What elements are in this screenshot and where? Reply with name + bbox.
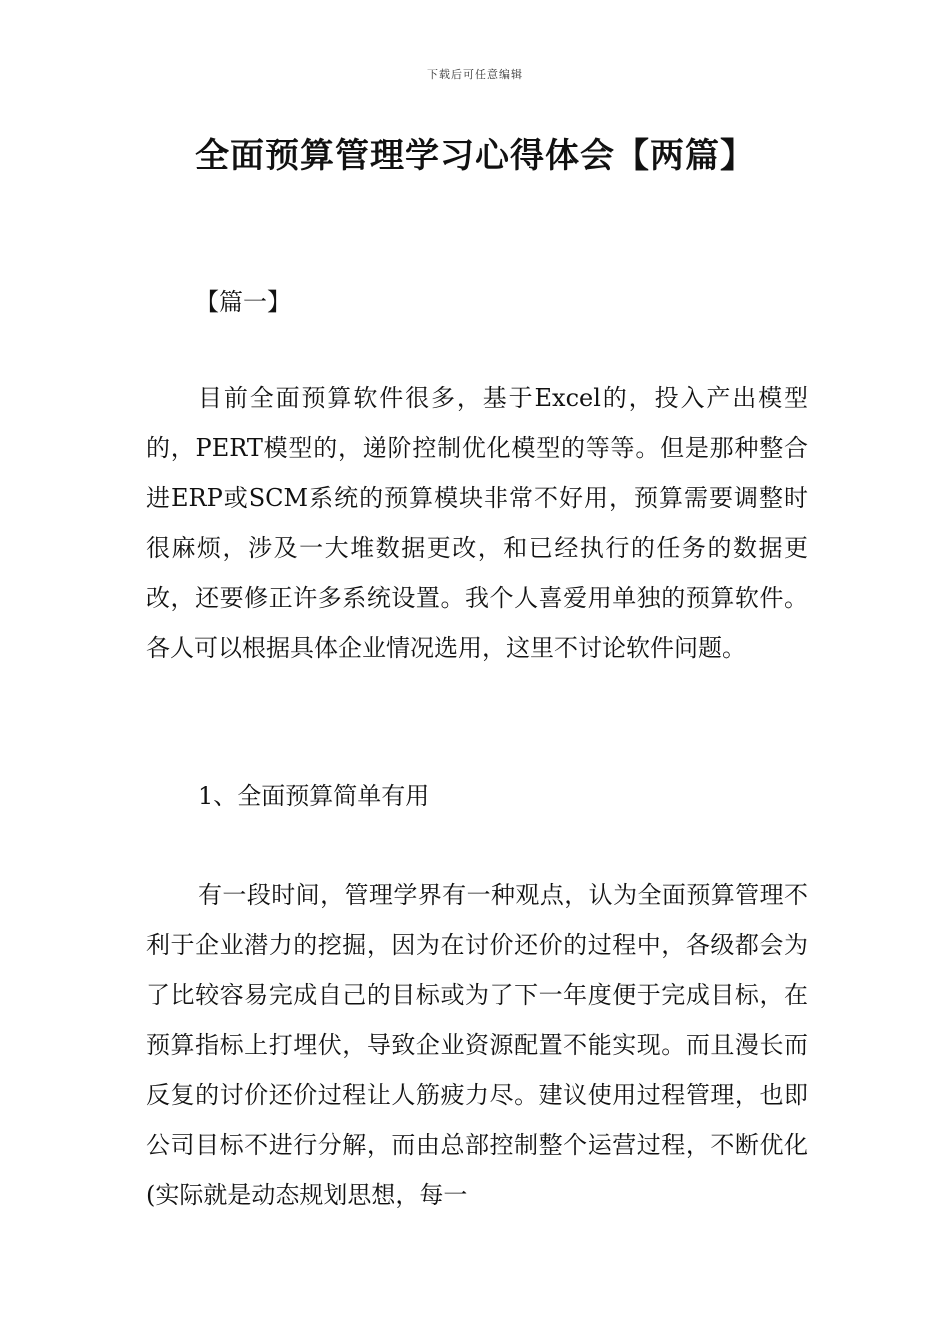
paragraph-2: 有一段时间，管理学界有一种观点，认为全面预算管理不利于企业潜力的挖掘，因为在讨价还价的过程中，各级都会为了比较容易完成自己的目标或为了下一年度便于完成目标，在预算指标上打埋伏，导致企业资源配置不能实现。而且漫长而反复的讨价还价过程让人筋疲力尽。建议使用过程管理，也即公司目标不进行分解，而由总部控制整个运营过程，不断优化(实际就是动态规划思想，每一 [146,881,808,1209]
section-label: 【篇一】 [195,288,291,316]
paragraph-1: 目前全面预算软件很多，基于Excel的，投入产出模型的，PERT模型的，递阶控制优化模型的等等。但是那种整合进ERP或SCM系统的预算模块非常不好用，预算需要调整时很麻烦，涉及一大堆数据更改，和已经执行的任务的数据更改，还要修正许多系统设置。我个人喜爱用单独的预算软件。各人可以根据具体企业情况选用，这里不讨论软件问题。 [146,384,808,662]
document-title: 全面预算管理学习心得体会【两篇】 [195,136,755,176]
header-note: 下载后可任意编辑 [427,68,523,81]
item-heading: 1、全面预算简单有用 [198,782,430,810]
